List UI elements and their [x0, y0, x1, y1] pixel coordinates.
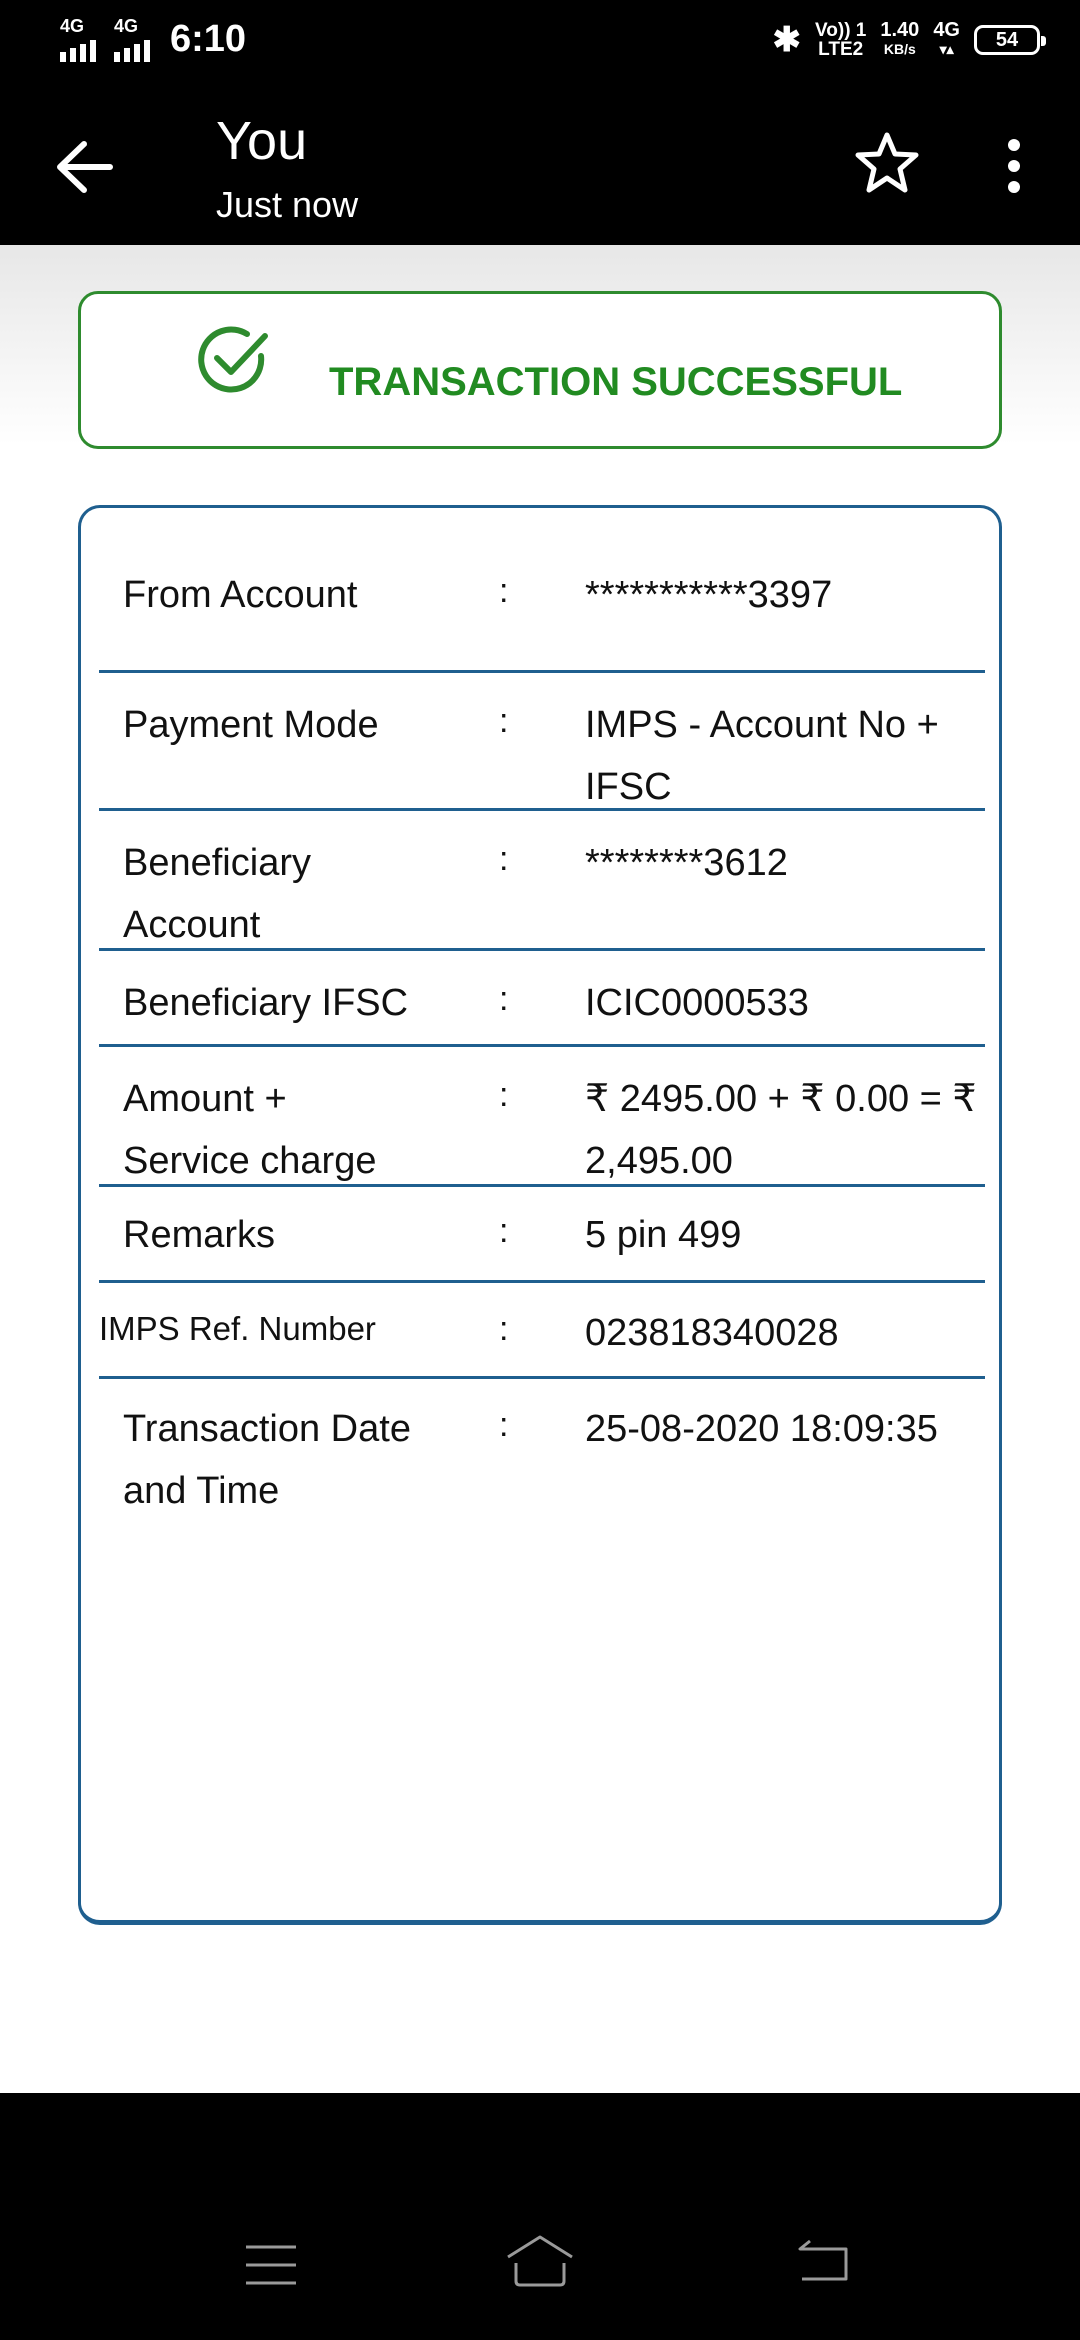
clock: 6:10 [170, 18, 247, 60]
check-circle-icon [195, 322, 271, 398]
detail-label: From Account [123, 574, 358, 616]
detail-row-beneficiary-account [99, 808, 985, 951]
separator: : [499, 1406, 509, 1444]
detail-label: Beneficiary Account [123, 842, 311, 946]
separator: : [499, 1310, 509, 1348]
app-bar [0, 80, 1080, 245]
detail-label: Remarks [123, 1214, 276, 1256]
detail-label: IMPS Ref. Number [99, 1310, 376, 1347]
detail-label: Payment Mode [123, 704, 379, 746]
detail-row-payment-mode [99, 670, 985, 811]
detail-row-imps-ref [99, 1280, 985, 1379]
detail-value: 023818340028 [585, 1312, 839, 1354]
detail-value: ICIC0000533 [585, 982, 809, 1024]
page-title: You [216, 111, 308, 171]
volte-indicator: Vo)) 1 LTE2 [815, 20, 867, 60]
network-type-icon: 4G ▾▴ [933, 19, 960, 57]
detail-value: ₹ 2495.00 + ₹ 0.00 = ₹ 2,495.00 [585, 1078, 977, 1182]
detail-label: Amount + Service charge [123, 1078, 377, 1182]
success-banner [78, 291, 1002, 449]
system-nav-bar [0, 2093, 1080, 2340]
detail-label: Beneficiary IFSC [123, 982, 409, 1024]
detail-row-beneficiary-ifsc [99, 948, 985, 1047]
detail-value: IMPS - Account No + IFSC [585, 704, 939, 808]
sim2-signal-icon: 4G [114, 18, 150, 62]
detail-value: ***********3397 [585, 574, 833, 616]
detail-value: ********3612 [585, 842, 788, 884]
separator: : [499, 702, 509, 740]
detail-value: 25-08-2020 18:09:35 [585, 1408, 938, 1450]
detail-row-remarks [99, 1184, 985, 1283]
detail-value: 5 pin 499 [585, 1214, 742, 1256]
separator: : [499, 840, 509, 878]
transaction-status: TRANSACTION SUCCESSFUL [329, 360, 903, 404]
detail-row-amount [99, 1044, 985, 1187]
home-icon[interactable] [504, 2233, 576, 2287]
more-vertical-icon[interactable] [1000, 138, 1028, 194]
detail-row-from-account [99, 508, 985, 673]
content-area [0, 245, 1080, 2093]
separator: : [499, 1076, 509, 1114]
network-speed: 1.40 KB/s [880, 19, 920, 57]
separator: : [499, 980, 509, 1018]
battery-icon: 54 [974, 25, 1040, 55]
back-nav-icon[interactable] [796, 2235, 852, 2285]
bluetooth-icon: ✱ [772, 21, 801, 59]
menu-icon[interactable] [244, 2243, 298, 2287]
sim1-signal-icon: 4G [60, 18, 96, 62]
arrow-left-icon[interactable] [50, 132, 120, 202]
separator: : [499, 572, 509, 610]
detail-row-transaction-date [99, 1376, 985, 1536]
transaction-details-card [78, 505, 1002, 1925]
detail-label: Transaction Date and Time [123, 1408, 411, 1512]
status-bar [0, 0, 1080, 80]
star-outline-icon[interactable] [854, 130, 920, 196]
page-subtitle: Just now [216, 184, 359, 225]
separator: : [499, 1212, 509, 1250]
